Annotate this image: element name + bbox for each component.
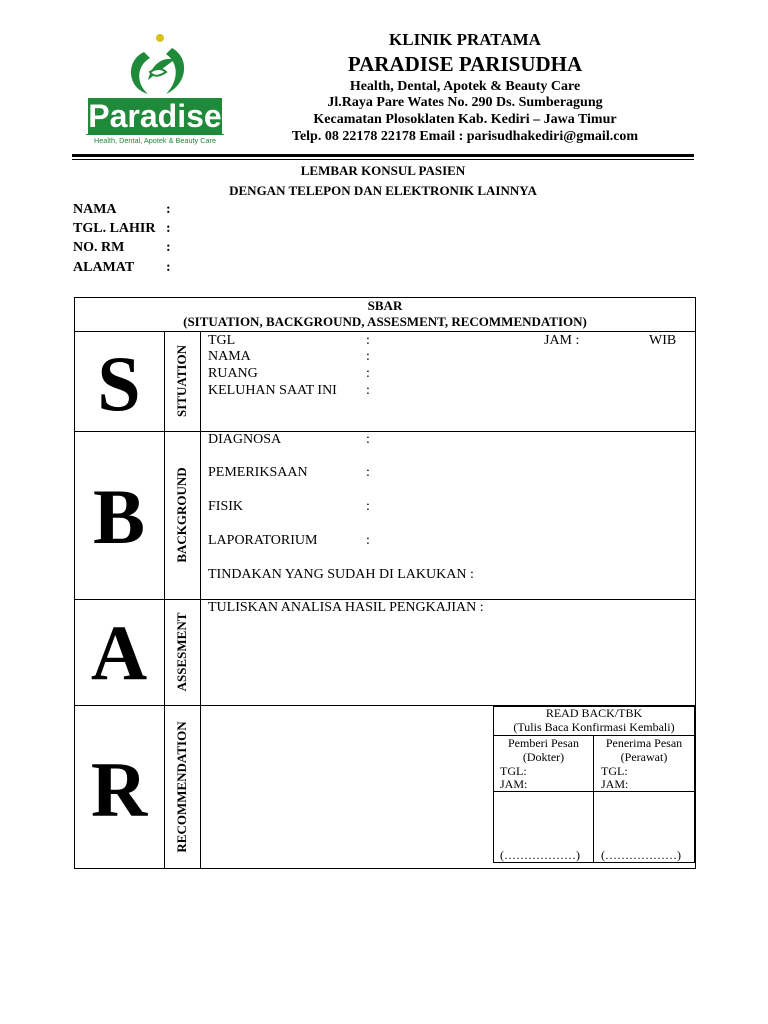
receiver-tgl-label: TGL: <box>601 764 628 778</box>
s-keluhan-label: KELUHAN SAAT INI <box>208 383 337 398</box>
s-ruang-colon: : <box>366 366 370 381</box>
readback-title: READ BACK/TBK <box>545 706 643 720</box>
sender-title: Pemberi Pesan <box>508 736 579 750</box>
label-recommendation: RECOMMENDATION <box>174 721 189 853</box>
clinic-address1: Jl.Raya Pare Wates No. 290 Ds. Sumberagung <box>327 95 603 110</box>
clinic-name-line2: PARADISE PARISUDHA <box>347 52 583 76</box>
a-prompt: TULISKAN ANALISA HASIL PENGKAJIAN : <box>208 600 484 615</box>
b-laporatorium-label: LAPORATORIUM <box>208 533 318 548</box>
letter-a: A <box>90 609 148 696</box>
b-diagnosa-label: DIAGNOSA <box>208 432 282 447</box>
receiver-title: Penerima Pesan <box>605 736 683 750</box>
b-diagnosa-colon: : <box>366 432 370 447</box>
letter-r: R <box>90 746 148 833</box>
field-tgl-lahir-colon: : <box>166 221 171 236</box>
sender-signature-line: (………………) <box>500 848 580 862</box>
clinic-tagline: Health, Dental, Apotek & Beauty Care <box>349 79 581 94</box>
b-tindakan-label: TINDAKAN YANG SUDAH DI LAKUKAN : <box>208 567 474 582</box>
clinic-name-line1: KLINIK PRATAMA <box>389 30 541 49</box>
b-pemeriksaan-label: PEMERIKSAAN <box>208 465 308 480</box>
clinic-contact: Telp. 08 22178 22178 Email : parisudhakediri@gmail.com <box>291 129 639 144</box>
field-tgl-lahir-label: TGL. LAHIR <box>73 221 156 236</box>
label-situation: SITUATION <box>174 345 189 418</box>
field-alamat-colon: : <box>166 260 171 275</box>
letter-s: S <box>97 340 141 427</box>
s-ruang-label: RUANG <box>208 366 258 381</box>
s-tgl-label: TGL <box>208 333 236 348</box>
b-pemeriksaan-colon: : <box>366 465 370 480</box>
b-fisik-colon: : <box>366 499 370 514</box>
clinic-logo <box>86 32 224 146</box>
sender-tgl-label: TGL: <box>500 764 527 778</box>
b-fisik-label: FISIK <box>208 499 244 514</box>
receiver-signature-line: (………………) <box>601 848 681 862</box>
sender-role: (Dokter) <box>522 750 565 764</box>
sbar-subheading: (SITUATION, BACKGROUND, ASSESMENT, RECOMMENDATION) <box>183 314 587 329</box>
letter-b: B <box>92 473 146 560</box>
clinic-address2: Kecamatan Plosoklaten Kab. Kediri – Jawa Timur <box>313 112 617 127</box>
s-tgl-colon: : <box>366 333 370 348</box>
label-assesment: ASSESMENT <box>174 612 189 692</box>
field-no-rm-label: NO. RM <box>73 240 125 255</box>
field-no-rm-colon: : <box>166 240 171 255</box>
sender-jam-label: JAM: <box>500 777 528 791</box>
readback-subtitle: (Tulis Baca Konfirmasi Kembali) <box>513 720 675 734</box>
s-jam-label: JAM : <box>544 333 580 348</box>
field-nama-colon: : <box>166 202 171 217</box>
b-laporatorium-colon: : <box>366 533 370 548</box>
field-nama-label: NAMA <box>73 202 117 217</box>
sbar-heading: SBAR <box>367 298 403 313</box>
label-background: BACKGROUND <box>174 467 189 563</box>
field-alamat-label: ALAMAT <box>73 260 135 275</box>
s-nama-label: NAMA <box>208 349 251 364</box>
header-rule-thin <box>72 159 694 160</box>
s-nama-colon: : <box>366 349 370 364</box>
logo-tagline: Health, Dental, Apotek & Beauty Care <box>86 134 224 145</box>
leaf-emblem-icon <box>86 32 224 98</box>
s-wib-label: WIB <box>649 333 677 348</box>
form-title-2: DENGAN TELEPON DAN ELEKTRONIK LAINNYA <box>229 183 537 198</box>
form-title-1: LEMBAR KONSUL PASIEN <box>300 163 466 178</box>
s-keluhan-colon: : <box>366 383 370 398</box>
receiver-role: (Perawat) <box>620 750 668 764</box>
header-rule-thick <box>72 154 694 157</box>
logo-wordmark: Paradise <box>88 98 222 134</box>
receiver-jam-label: JAM: <box>601 777 629 791</box>
